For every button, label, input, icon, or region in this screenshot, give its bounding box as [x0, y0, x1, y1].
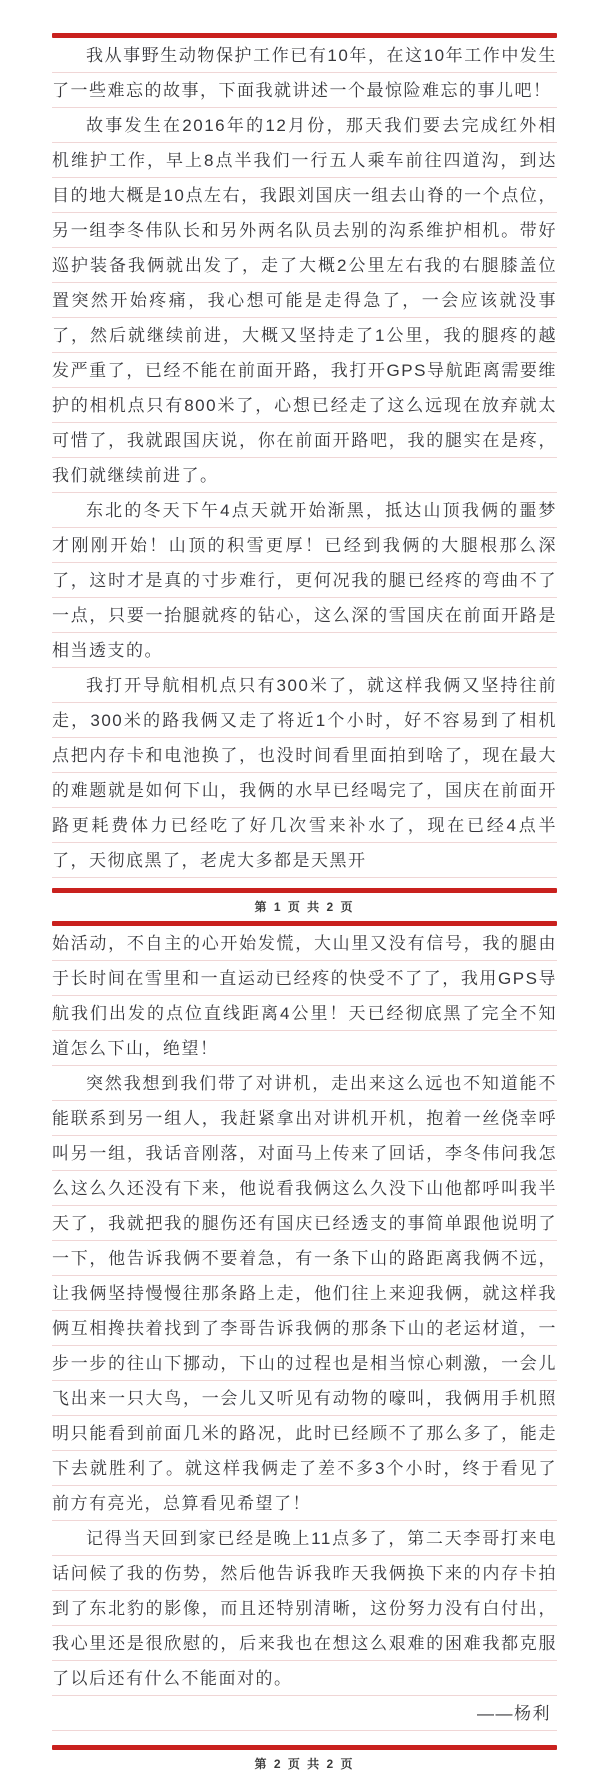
- page1-page-number: 第 1 页 共 2 页: [254, 900, 355, 914]
- spacer: [52, 1731, 557, 1745]
- spacer: [52, 878, 557, 888]
- story-paragraph-4-continued: 始活动，不自主的心开始发慌，大山里又没有信号，我的腿由于长时间在雪里和一直运动已经疼的快受不了了，我用GPS导航我们出发的点位直线距离4公里！天已经彻底黑了完全不知道怎么下山，绝望！: [52, 934, 557, 1058]
- page2-page-number: 第 2 页 共 2 页: [254, 1757, 355, 1771]
- story-paragraph-2: 故事发生在2016年的12月份，那天我们要去完成红外相机维护工作，早上8点半我们一行五人乘车前往四道沟，到达目的地大概是10点左右，我跟刘国庆一组去山脊的一个点位，另一组李冬伟队长和另外两名队员去别的沟系维护相机。带好巡护装备我俩就出发了，走了大概2公里左右我的右腿膝盖位置突然开始疼痛，我心想可能是走得急了，一会应该就没事了，然后就继续前进，大概又坚持走了1公里，我的腿疼的越发严重了，已经不能在前面开路，我打开GPS导航距离需要维护的相机点只有800米了，心想已经走了这么远现在放弃就太可惜了，我就跟国庆说，你在前面开路吧，我的腿实在是疼，我们就继续前进了。: [52, 116, 557, 485]
- page1-body: [52, 38, 557, 878]
- story-paragraph-6: 记得当天回到家已经是晚上11点多了，第二天李哥打来电话问候了我的伤势，然后他告诉我昨天我俩换下来的内存卡拍到了东北豹的影像，而且还特别清晰，这份努力没有白付出，我心里还是很欣慰的，后来我也在想这么艰难的困难我都克服了以后还有什么不能面对的。: [52, 1529, 557, 1688]
- story-paragraph-5: 突然我想到我们带了对讲机，走出来这么远也不知道能不能联系到另一组人，我赶紧拿出对讲机开机，抱着一丝侥幸呼叫另一组，我话音刚落，对面马上传来了回话，李冬伟问我怎么这么久还没有下来，他说看我俩这么久没下山他都呼叫我半天了，我就把我的腿伤还有国庆已经透支的事简单跟他说明了一下，他告诉我俩不要着急，有一条下山的路距离我俩不远，让我俩坚持慢慢往那条路上走，他们往上来迎我俩，就这样我俩互相搀扶着找到了李哥告诉我俩的那条下山的老运材道，一步一步的往山下挪动，下山的过程也是相当惊心刺激，一会儿飞出来一只大鸟，一会儿又听见有动物的嚎叫，我俩用手机照明只能看到前面几米的路况，此时已经顾不了那么多了，能走下去就胜利了。就这样我俩走了差不多3个小时，终于看见了前方有亮光，总算看见希望了！: [52, 1074, 557, 1513]
- page2-body: [52, 926, 557, 1731]
- story-paragraph-4: 我打开导航相机点只有300米了，就这样我俩又坚持往前走，300米的路我俩又走了将近1个小时，好不容易到了相机点把内存卡和电池换了，也没时间看里面拍到啥了，现在最大的难题就是如何下山，我俩的水早已经喝完了，国庆在前面开路更耗费体力已经吃了好几次雪来补水了，现在已经4点半了，天彻底黑了，老虎大多都是天黑开: [52, 676, 557, 870]
- author-signature: ——杨利: [477, 1704, 551, 1723]
- story-paragraph-3: 东北的冬天下午4点天就开始渐黑，抵达山顶我俩的噩梦才刚刚开始！山顶的积雪更厚！已经到我俩的大腿根那么深了，这时才是真的寸步难行，更何况我的腿已经疼的弯曲不了一点，只要一抬腿就疼的钻心，这么深的雪国庆在前面开路是相当透支的。: [52, 501, 557, 660]
- document-sheet: [52, 0, 557, 1778]
- story-paragraph-1: 我从事野生动物保护工作已有10年，在这10年工作中发生了一些难忘的故事，下面我就讲述一个最惊险难忘的事儿吧！: [52, 46, 557, 100]
